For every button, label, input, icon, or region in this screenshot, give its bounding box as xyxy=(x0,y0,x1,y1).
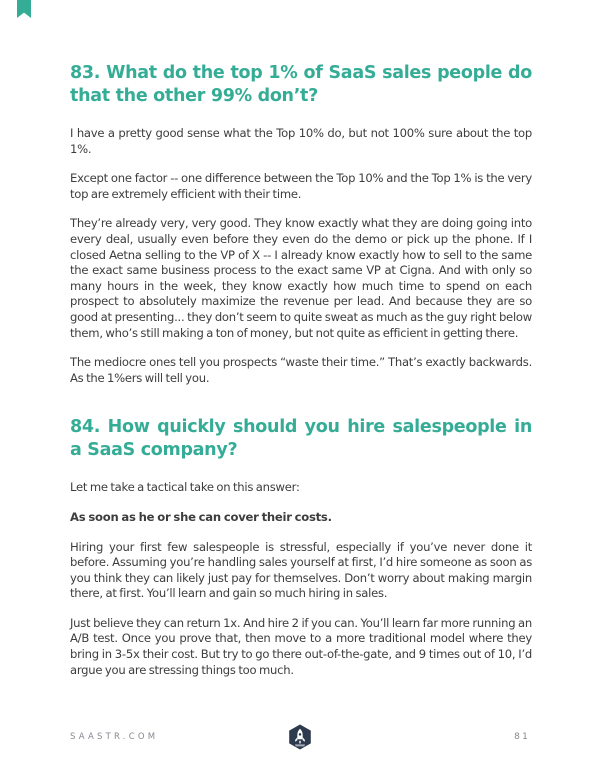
site-name: SAASTR.COM xyxy=(70,732,159,742)
question-83-heading: 83. What do the top 1% of SaaS sales people do that the other 99% don’t? xyxy=(70,63,532,106)
page-number: 81 xyxy=(514,732,530,742)
paragraph: Hiring your first few salespeople is stressful, especially if you’ve never done it before. Assuming you’re handling sales yourself at first, I’d hire someone as soon as you think they can likely just pay for themselves. Don’t worry about making margin there, at first. You’ll learn and gain so much hiring in sales. xyxy=(70,539,532,601)
key-answer-line: As soon as he or she can cover their costs. xyxy=(70,509,332,524)
paragraph: They’re already very, very good. They know exactly what they are doing going into every deal, usually even before they even do the demo or pick up the phone. If I closed Aetna selling to the VP of X -- I already know exactly how to sell to the same the exact same business process to the exact same VP at Cigna. And with only so many hours in the week, they know exactly how much time to spend on each prospect to absolutely maximize the revenue per lead. And because they are so good at presenting... they don’t seem to quite sweat as much as the guy right below them, who’s still making a ton of money, but not quite as efficient in getting there. xyxy=(70,216,532,340)
question-84-heading: 84. How quickly should you hire salespeople in a SaaS company? xyxy=(70,417,532,461)
page-content xyxy=(70,62,532,692)
page-footer xyxy=(70,724,530,750)
paragraph: Except one factor -- one difference between the Top 10% and the Top 1% is the very top are extremely efficient with their time. xyxy=(70,171,532,201)
paragraph: The mediocre ones tell you prospects “waste their time.” That’s exactly backwards. As the 1%ers will tell you. xyxy=(70,355,532,385)
paragraph: Just believe they can return 1x. And hire 2 if you can. You’ll learn far more running an A/B test. Once you prove that, then move to a more traditional model where they bring in 3-5x their cost. But try to go there out-of-the-gate, and 9 times out of 10, I’d argue you are stressing things too much. xyxy=(70,615,532,677)
paragraph: I have a pretty good sense what the Top 10% do, but not 100% sure about the top 1%. xyxy=(70,126,532,156)
saastr-rocket-hexagon-logo-icon xyxy=(288,724,312,750)
bookmark-ribbon-icon xyxy=(17,0,31,18)
paragraph: Let me take a tactical take on this answer: xyxy=(70,480,300,495)
